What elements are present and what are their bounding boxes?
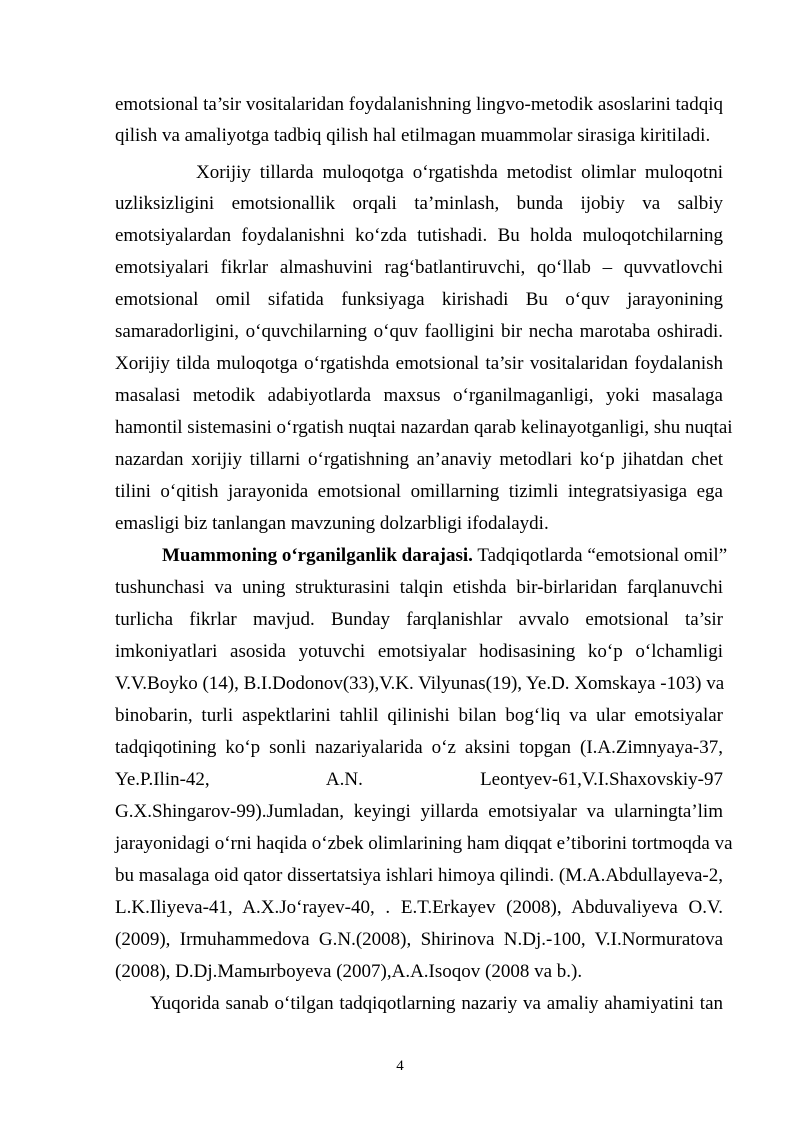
paragraph-line: L.K.Iliyeva-41, A.X.Jo‘rayev-40, . E.T.Erkayev (2008), Abduvaliyeva O.V. [115,897,723,918]
paragraph-line: jarayonidagi o‘rni haqida o‘zbek olimlarining ham diqqat e’tiborini tortmoqda va [115,833,733,854]
paragraph-line: emotsiyalardan foydalanishni ko‘zda tutishadi. Bu holda muloqotchilarning [115,225,723,246]
paragraph-line: binobarin, turli aspektlarini tahlil qilinishi bilan bog‘liq va ular emotsiyalar [115,705,723,726]
paragraph-line: tadqiqotining ko‘p sonli nazariyalarida o‘z aksini topgan (I.A.Zimnyaya-37, [115,737,723,758]
paragraph-line: Yuqorida sanab o‘tilgan tadqiqotlarning nazariy va amaliy ahamiyatini tan [150,993,723,1014]
paragraph-line: hamontil sistemasini o‘rgatish nuqtai nazardan qarab kelinayotganligi, shu nuqtai [115,417,733,438]
section-heading: Muammoning o‘rganilganlik darajasi. [162,545,473,566]
paragraph-line: bu masalaga oid qator dissertatsiya ishlari himoya qilindi. (M.A.Abdullayeva-2, [115,865,723,886]
paragraph-line: V.V.Boyko (14), B.I.Dodonov(33),V.K. Vilyunas(19), Ye.D. Xomskaya -103) va [115,673,725,694]
paragraph-line-heading [162,540,728,571]
paragraph-line: nazardan xorijiy tillarni o‘rgatishning an’anaviy metodlari ko‘p jihatdan chet [115,449,723,470]
paragraph-line: emotsional omil sifatida funksiyaga kirishadi Bu o‘quv jarayonining [115,289,723,310]
page-number: 4 [396,1058,404,1074]
paragraph-line: Ye.P.Ilin-42, A.N. Leontyev-61,V.I.Shaxovskiy-97 [115,769,723,790]
paragraph-line: (2008), D.Dj.Mamыrboyeva (2007),A.A.Isoqov (2008 va b.). [115,961,583,982]
paragraph-line: (2009), Irmuhammedova G.N.(2008), Shirinova N.Dj.-100, V.I.Normuratova [115,929,723,950]
paragraph-line: emotsiyalari fikrlar almashuvini rag‘batlantiruvchi, qo‘llab – quvvatlovchi [115,257,723,278]
paragraph-line: masalasi metodik adabiyotlarda maxsus o‘rganilmaganligi, yoki masalaga [115,385,723,406]
paragraph-line: Xorijiy tillarda muloqotga o‘rgatishda metodist olimlar muloqotni [196,162,723,183]
paragraph-line: imkoniyatlari asosida yotuvchi emotsiyalar hodisasining ko‘p o‘lchamligi [115,641,723,662]
paragraph-line: turlicha fikrlar mavjud. Bunday farqlanishlar avvalo emotsional ta’sir [115,609,723,630]
paragraph-line: tilini o‘qitish jarayonida emotsional omillarning tizimli integratsiyasiga ega [115,481,723,502]
paragraph-line: uzliksizligini emotsionallik orqali ta’minlash, bunda ijobiy va salbiy [115,193,723,214]
paragraph-text: Tadqiqotlarda “emotsional omil” [477,545,728,566]
paragraph-line: samaradorligini, o‘quvchilarning o‘quv faolligini bir necha marotaba oshiradi. [115,321,723,342]
paragraph-line: emasligi biz tanlangan mavzuning dolzarbligi ifodalaydi. [115,513,549,534]
paragraph-line: Xorijiy tilda muloqotga o‘rgatishda emotsional ta’sir vositalaridan foydalanish [115,353,723,374]
paragraph-line: tushunchasi va uning strukturasini talqin etishda bir-birlaridan farqlanuvchi [115,577,723,598]
paragraph-line: qilish va amaliyotga tadbiq qilish hal etilmagan muammolar sirasiga kiritiladi. [115,125,711,146]
paragraph-line: emotsional ta’sir vositalaridan foydalanishning lingvo-metodik asoslarini tadqiq [115,94,723,115]
paragraph-line: G.X.Shingarov-99).Jumladan, keyingi yillarda emotsiyalar va ularningta’lim [115,801,723,822]
